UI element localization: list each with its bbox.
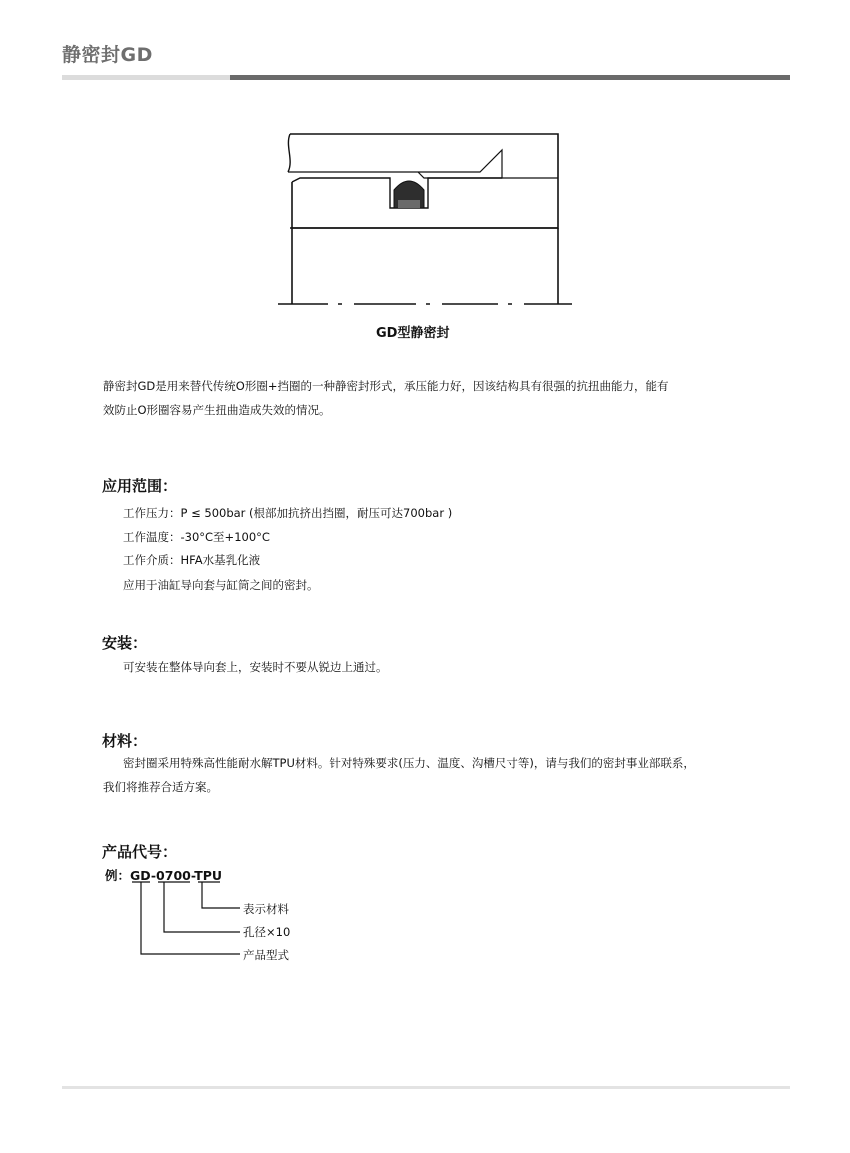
- material-line-2: 我们将推荐合适方案。: [103, 780, 218, 794]
- material-heading: 材料：: [102, 732, 148, 750]
- product-code-heading: 产品代号：: [102, 843, 178, 861]
- application-usage: 应用于油缸导向套与缸筒之间的密封。: [123, 578, 319, 592]
- material-line-1: 密封圈采用特殊高性能耐水解TPU材料。针对特殊要求(压力、温度、沟槽尺寸等)，请与我们的密封事业部联系，: [123, 756, 695, 770]
- application-heading: 应用范围：: [102, 477, 178, 495]
- working-medium: 工作介质：HFA水基乳化液: [123, 553, 261, 567]
- seal-backup-ring: [398, 200, 420, 208]
- housing-break-edge: [288, 134, 290, 172]
- installation-heading: 安装：: [102, 634, 148, 652]
- seal-cross-section-drawing: [270, 128, 580, 313]
- figure-caption: GD型静密封: [376, 326, 450, 341]
- legend-bore-diameter: 孔径×10: [243, 925, 291, 939]
- product-code-example: 例：GD-0700-TPU: [105, 868, 223, 883]
- header-rule-light: [62, 75, 230, 80]
- housing-chamfer: [288, 150, 502, 178]
- intro-line-1: 静密封GD是用来替代传统O形圈+挡圈的一种静密封形式，承压能力好，因该结构具有很强的抗扭曲能力，能有: [103, 379, 669, 393]
- intro-line-2: 效防止O形圈容易产生扭曲造成失效的情况。: [103, 403, 331, 417]
- legend-material: 表示材料: [243, 902, 289, 916]
- installation-text: 可安装在整体导向套上，安装时不要从锐边上通过。: [123, 660, 388, 674]
- page-title: 静密封GD: [62, 44, 153, 66]
- legend-product-type: 产品型式: [243, 948, 289, 962]
- footer-rule: [62, 1086, 790, 1089]
- code-breakdown-lines: [120, 876, 250, 966]
- working-pressure: 工作压力：P ≤ 500bar (根部加抗挤出挡圈，耐压可达700bar ): [123, 506, 453, 520]
- housing-outline: [290, 134, 558, 228]
- working-temperature: 工作温度：-30°C至+100°C: [123, 530, 270, 544]
- header-rule-dark: [230, 75, 790, 80]
